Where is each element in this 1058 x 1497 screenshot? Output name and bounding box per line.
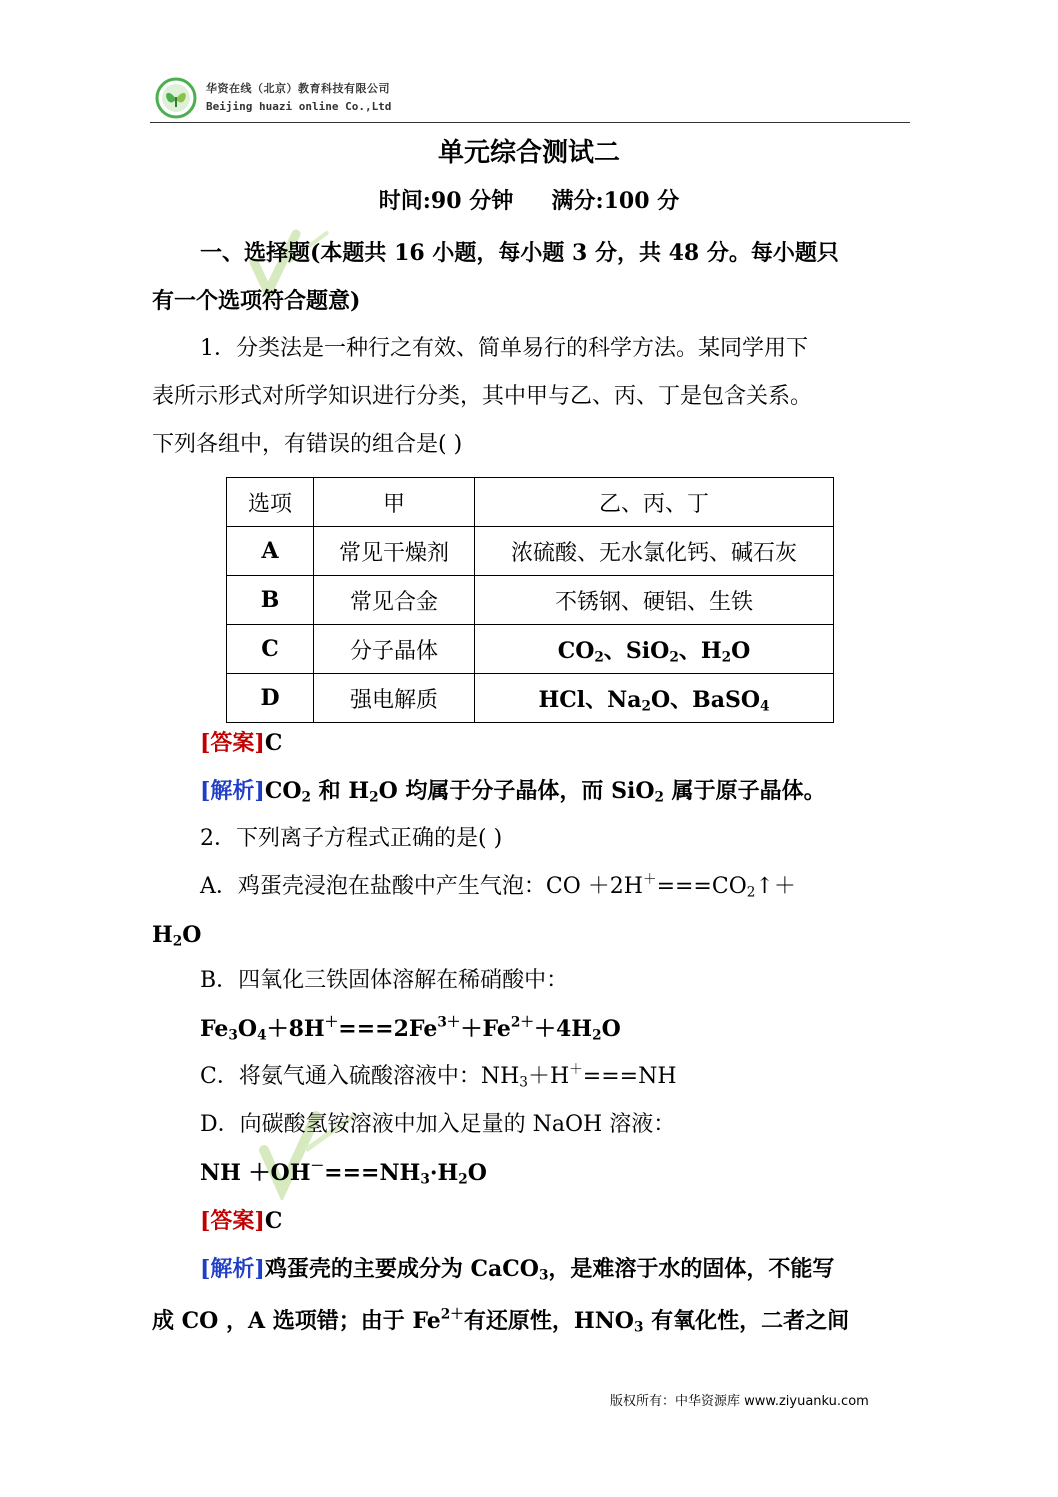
answer-value: C — [264, 730, 283, 756]
section-heading-line-1: 一、选择题(本题共 16 小题，每小题 3 分，共 48 分。每小题只 — [200, 240, 839, 266]
q1-line-2: 表所示形式对所学知识进行分类，其中甲与乙、丙、丁是包含关系。 — [152, 384, 813, 409]
butterfly-logo-icon — [155, 77, 197, 119]
q1-answer — [200, 728, 282, 758]
answer-label: [答案] — [200, 730, 265, 756]
table-cell-option: D — [227, 674, 314, 723]
exam-info: 时间:90 分钟 满分:100 分 — [378, 188, 680, 214]
q2-answer — [200, 1206, 282, 1236]
classification-table — [226, 477, 834, 723]
analysis-label: [解析] — [200, 778, 265, 804]
table-row — [227, 527, 834, 576]
q2-option-a: A．鸡蛋壳浸泡在盐酸中产生气泡：CO $+2H^+===CO_2↑+$ — [200, 871, 796, 901]
q2-option-c: C．将氨气通入硫酸溶液中：$NH_3+H^+===NH$ — [200, 1061, 677, 1091]
table-cell-category: 常见干燥剂 — [314, 527, 475, 576]
q2-option-d-equation: NH $+OH^-===NH_3\cdot H_2O$ — [200, 1158, 487, 1188]
q1-line-3: 下列各组中，有错误的组合是( ) — [152, 432, 463, 457]
table-header-cell: 甲 — [314, 478, 475, 527]
table-cell-category: 常见合金 — [314, 576, 475, 625]
table-cell-option: B — [227, 576, 314, 625]
table-cell-items: HCl、$Na_2O$、BaSO$_4$ — [475, 674, 834, 723]
table-header-cell: 乙、丙、丁 — [475, 478, 834, 527]
page-title: 单元综合测试二 — [437, 138, 620, 168]
answer-label: [答案] — [200, 1208, 265, 1234]
company-name-cn: 华资在线（北京）教育科技有限公司 — [206, 82, 390, 95]
answer-value: C — [264, 1208, 283, 1234]
q1-analysis: [解析]$CO_2$ 和 $H_2O$ 均属于分子晶体，而 SiO$_2$ 属于原子晶体。 — [200, 778, 826, 806]
q2-analysis-line-1: [解析]鸡蛋壳的主要成分为 CaCO$_3$，是难溶于水的固体，不能写 — [200, 1256, 835, 1284]
q2-analysis-line-2: 成 CO ，A 选项错；由于 $Fe^{2+}$有还原性，$HNO_3$ 有氧化性，二者之间 — [152, 1306, 850, 1336]
table-header-cell: 选项 — [227, 478, 314, 527]
q1-line-1: 1．分类法是一种行之有效、简单易行的科学方法。某同学用下 — [200, 336, 808, 361]
table-cell-category: 强电解质 — [314, 674, 475, 723]
table-cell-option: A — [227, 527, 314, 576]
table-cell-category: 分子晶体 — [314, 625, 475, 674]
page-footer: 版权所有：中华资源库 www.ziyuanku.com — [610, 1394, 869, 1409]
section-heading-line-2: 有一个选项符合题意) — [152, 288, 361, 314]
q2-option-b-equation: $Fe_3O_4+8H^+===2Fe^{3+}+Fe^{2+}+4H_2O$ — [200, 1014, 621, 1044]
table-cell-option: C — [227, 625, 314, 674]
table-row — [227, 625, 834, 674]
table-cell-items: 不锈钢、硬铝、生铁 — [475, 576, 834, 625]
q2-stem: 2．下列离子方程式正确的是( ) — [200, 826, 503, 851]
table-cell-items: $CO_2$、SiO$_2$、$H_2O$ — [475, 625, 834, 674]
header-divider — [150, 122, 910, 123]
table-row — [227, 576, 834, 625]
company-name-en: Beijing huazi online Co.,Ltd — [206, 100, 392, 113]
q2-option-b: B．四氧化三铁固体溶解在稀硝酸中： — [200, 968, 569, 993]
analysis-label: [解析] — [200, 1256, 265, 1282]
table-header-row — [227, 478, 834, 527]
q2-option-d: D．向碳酸氢铵溶液中加入足量的 NaOH 溶液： — [200, 1112, 676, 1137]
table-cell-items: 浓硫酸、无水氯化钙、碱石灰 — [475, 527, 834, 576]
page-header — [150, 72, 910, 124]
q2-option-a-cont: $H_2O$ — [152, 922, 202, 950]
table-row — [227, 674, 834, 723]
